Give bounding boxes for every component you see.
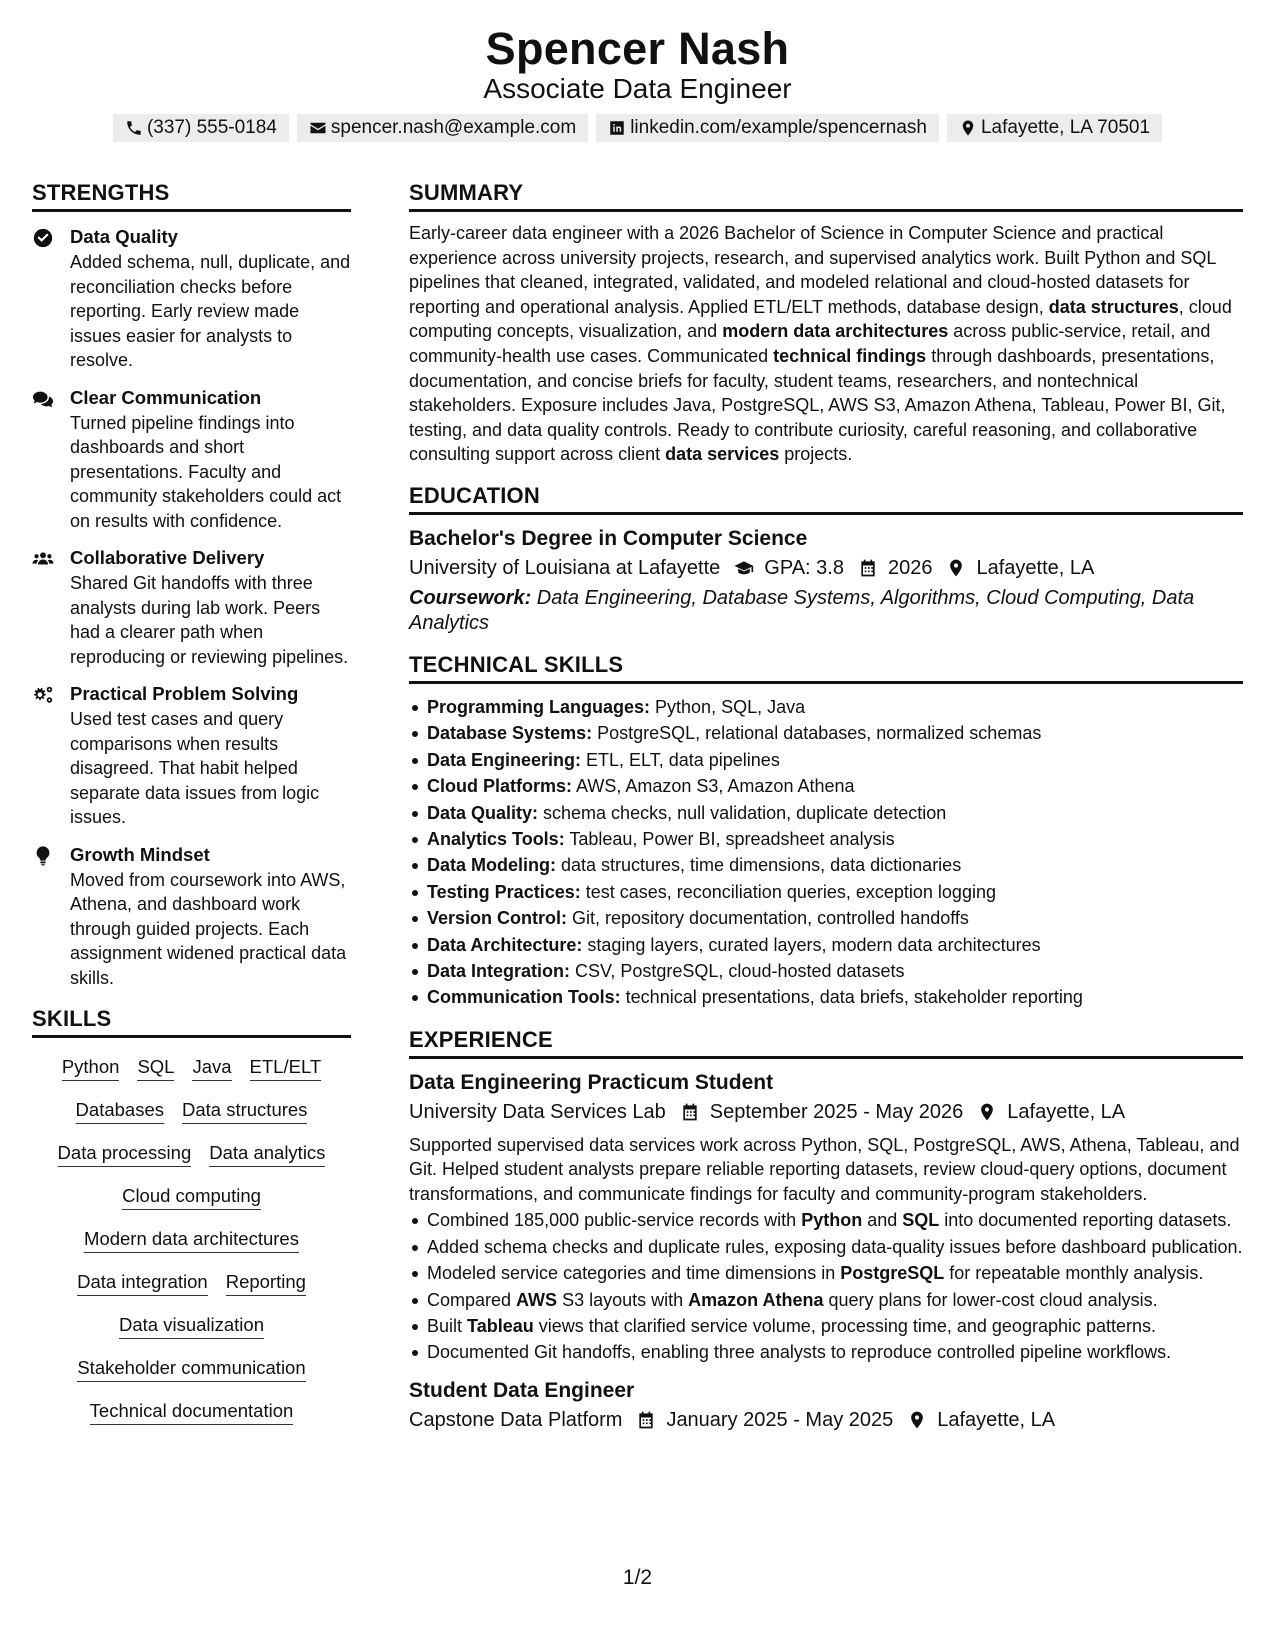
skill-tag: Data integration	[77, 1269, 208, 1296]
strength-title: Data Quality	[70, 226, 178, 247]
strength-item	[32, 545, 351, 669]
skill-values: ETL, ELT, data pipelines	[581, 749, 780, 770]
job-bullet	[409, 1235, 1243, 1259]
users-icon	[32, 548, 54, 570]
skill-tag: SQL	[137, 1054, 174, 1081]
check-circle-icon	[32, 227, 54, 249]
strength-desc: Shared Git handoffs with three analysts during lab work. Peers had a clearer path when reproducing or reviewing pipelines.	[70, 573, 349, 667]
skill-values: Python, SQL, Java	[650, 696, 806, 717]
summary-text	[409, 221, 1243, 467]
technical-skill-item	[409, 694, 1243, 720]
comments-icon	[32, 388, 54, 410]
skill-tag: Modern data architectures	[84, 1226, 299, 1253]
skill-category: Data Modeling:	[427, 855, 556, 876]
bold-text: PostgreSQL	[840, 1263, 945, 1284]
skill-category: Analytics Tools:	[427, 828, 565, 849]
technical-skill-item	[409, 747, 1243, 773]
text-run: Early-career data engineer with a 2026 Bachelor of Science in Computer Science and practical experience across university projects, research, and supervised analytics work. Built Python and SQL pipelines that cleaned, integrated, validated, and modeled relational and cloud-hosted datasets for reporting and operational analysis. Applied ETL/ELT methods, database design,	[409, 223, 1216, 317]
strength-desc: Moved from coursework into AWS, Athena, and dashboard work through guided projects. Each assignment widened practical data skills.	[70, 869, 347, 988]
skill-category: Data Architecture:	[427, 934, 583, 955]
envelope-icon	[309, 119, 327, 137]
school-location: Lafayette, LA	[976, 556, 1095, 579]
skill-category: Data Integration:	[427, 961, 571, 981]
education-meta	[409, 553, 1243, 583]
text-run: projects.	[779, 444, 853, 465]
text-run: across public-service, retail, and community-health use cases. Communicated	[409, 321, 1211, 366]
technical-skill-item	[409, 720, 1243, 746]
technical-skills-heading: TECHNICAL SKILLS	[409, 650, 1243, 684]
contact-location	[947, 114, 1162, 142]
text-run: Compared	[427, 1289, 517, 1310]
skill-tag: Java	[192, 1054, 231, 1081]
graduation-cap-icon	[734, 558, 754, 578]
strength-title: Growth Mindset	[70, 843, 210, 865]
job-location: Lafayette, LA	[937, 1408, 1056, 1431]
skill-values: AWS, Amazon S3, Amazon Athena	[572, 776, 855, 797]
strengths-list	[32, 224, 351, 990]
location-text: Lafayette, LA 70501	[980, 117, 1151, 138]
job-org: University Data Services Lab	[409, 1100, 666, 1123]
school-name: University of Louisiana at Lafayette	[409, 556, 721, 579]
strength-item	[32, 224, 351, 373]
text-run: query plans for lower-cost cloud analysis.	[823, 1289, 1158, 1310]
email-text: spencer.nash@example.com	[330, 117, 577, 138]
job-bullet	[409, 1288, 1243, 1312]
text-run: , cloud computing concepts, visualization, and	[409, 296, 1232, 342]
contact-phone[interactable]	[113, 114, 289, 142]
text-run: Combined 185,000 public-service records with	[427, 1210, 802, 1231]
coursework-list: Data Engineering, Database Systems, Algorithms, Cloud Computing, Data Analytics	[409, 586, 1195, 634]
text-run: and	[862, 1210, 903, 1231]
skill-values: schema checks, null validation, duplicate detection	[538, 802, 947, 823]
coursework	[409, 586, 1243, 636]
job-bullets	[409, 1208, 1243, 1364]
map-pin-icon	[959, 119, 977, 137]
job-dates: January 2025 - May 2025	[666, 1408, 894, 1431]
text-run: Added schema checks and duplicate rules, exposing data-quality issues before dashboard publication.	[427, 1236, 1243, 1257]
job-meta	[409, 1405, 1243, 1435]
skill-tag: Data visualization	[119, 1312, 264, 1339]
skill-category: Data Engineering:	[427, 749, 582, 770]
technical-skill-item	[409, 958, 1243, 984]
job-dates: September 2025 - May 2026	[709, 1100, 964, 1123]
graduation-year: 2026	[887, 556, 933, 579]
job-org: Capstone Data Platform	[409, 1408, 623, 1431]
technical-skill-item	[409, 826, 1243, 852]
technical-skill-item	[409, 852, 1243, 878]
text-run: views that clarified service volume, processing time, and geographic patterns.	[533, 1315, 1157, 1336]
technical-skill-item	[409, 905, 1243, 931]
skill-values: Git, repository documentation, controlled handoffs	[567, 908, 969, 929]
skill-values: staging layers, curated layers, modern data architectures	[582, 934, 1041, 955]
map-pin-icon	[907, 1410, 927, 1430]
left-column	[32, 178, 351, 1425]
text-run: Modeled service categories and time dimensions in	[427, 1263, 841, 1284]
strength-desc: Used test cases and query comparisons when results disagreed. That habit helped separate data issues from logic issues.	[70, 709, 320, 827]
bold-text: data services	[665, 444, 780, 465]
linkedin-icon	[608, 119, 626, 137]
skill-tag: Python	[62, 1054, 120, 1081]
education-heading: EDUCATION	[409, 481, 1243, 515]
experience-heading: EXPERIENCE	[409, 1025, 1243, 1059]
text-run: for repeatable monthly analysis.	[944, 1263, 1204, 1284]
linkedin-text: linkedin.com/example/spencernash	[630, 117, 927, 138]
technical-skills-list	[409, 694, 1243, 1011]
bold-text: modern data architectures	[722, 321, 949, 342]
technical-skill-item	[409, 773, 1243, 799]
job-bullet	[409, 1314, 1243, 1338]
skill-category: Version Control:	[427, 908, 568, 929]
technical-skill-item	[409, 800, 1243, 826]
job-bullet	[409, 1340, 1243, 1364]
strength-item	[32, 681, 351, 830]
strength-item	[32, 842, 351, 991]
skill-tag: Data processing	[58, 1140, 192, 1167]
job-bullet	[409, 1208, 1243, 1232]
contact-email[interactable]	[297, 114, 588, 142]
skill-values: PostgreSQL, relational databases, normalized schemas	[592, 723, 1042, 744]
skill-values: Tableau, Power BI, spreadsheet analysis	[564, 828, 895, 849]
job-title: Data Engineering Practicum Student	[409, 1070, 774, 1094]
skill-tag: Data structures	[182, 1097, 307, 1124]
skill-tag: Stakeholder communication	[77, 1355, 305, 1382]
right-column	[409, 178, 1243, 1435]
skill-category: Cloud Platforms:	[427, 776, 573, 797]
text-run: Built	[427, 1315, 468, 1336]
strength-title: Collaborative Delivery	[70, 547, 265, 568]
gpa-text: GPA: 3.8	[764, 556, 844, 579]
coursework-label: Coursework:	[409, 586, 532, 609]
bold-text: Amazon Athena	[688, 1289, 824, 1310]
technical-skill-item	[409, 932, 1243, 958]
job-bullet	[409, 1261, 1243, 1285]
summary-heading: SUMMARY	[409, 178, 1243, 212]
bold-text: data structures	[1048, 296, 1179, 317]
contact-bar	[0, 114, 1275, 142]
job-description: Supported supervised data services work across Python, SQL, PostgreSQL, AWS, Athena, Tableau, and Git. Helped student analysts prepare reliable reporting datasets, review cloud-query options, document transformations, and communicate findings for faculty and community-program stakeholders.	[409, 1134, 1240, 1204]
technical-skill-item	[409, 984, 1243, 1010]
candidate-name: Spencer Nash	[485, 23, 790, 74]
strengths-heading: STRENGTHS	[32, 178, 351, 212]
job-location: Lafayette, LA	[1007, 1100, 1126, 1123]
technical-skill-item	[409, 879, 1243, 905]
bold-text: technical findings	[773, 345, 927, 366]
candidate-title: Associate Data Engineer	[483, 73, 792, 104]
text-run: through dashboards, presentations, documentation, and concise briefs for faculty, student teams, researchers, and nontechnical stakeholders. Exposure includes Java, PostgreSQL, AWS S3, Amazon Athena, Tableau, Power BI, Git, testing, and data quality controls. Ready to contribute curiosity, careful reasoning, and collaborative consulting support across client	[409, 345, 1226, 465]
strength-title: Practical Problem Solving	[70, 683, 299, 704]
skill-tag: Data analytics	[209, 1140, 325, 1167]
skill-tag: Cloud computing	[122, 1183, 261, 1210]
skill-category: Database Systems:	[427, 723, 593, 744]
skill-tag: Technical documentation	[90, 1398, 294, 1425]
map-pin-icon	[977, 1102, 997, 1122]
skill-tag: ETL/ELT	[250, 1054, 322, 1081]
calendar-icon	[858, 558, 878, 578]
phone-icon	[125, 119, 143, 137]
skill-values: data structures, time dimensions, data dictionaries	[556, 855, 962, 876]
map-pin-icon	[946, 558, 966, 578]
bold-text: Tableau	[467, 1315, 534, 1336]
skill-values: test cases, reconciliation queries, exception logging	[580, 881, 996, 902]
strength-title: Clear Communication	[70, 386, 262, 408]
gears-icon	[32, 684, 54, 706]
skill-tag: Databases	[76, 1097, 164, 1124]
contact-linkedin[interactable]	[596, 114, 939, 142]
strength-desc: Turned pipeline findings into dashboards and short presentations. Faculty and community stakeholders could act on results with confidence.	[70, 412, 342, 531]
skill-tag: Reporting	[226, 1269, 306, 1296]
skill-category: Communication Tools:	[427, 987, 621, 1008]
phone-text: (337) 555-0184	[146, 117, 277, 138]
bold-text: AWS	[516, 1289, 558, 1310]
strength-item	[32, 385, 351, 534]
skills-heading: SKILLS	[32, 1004, 351, 1038]
skills-tags	[32, 1054, 351, 1425]
lightbulb-icon	[32, 845, 54, 867]
bold-text: Python	[801, 1210, 863, 1231]
text-run: S3 layouts with	[557, 1289, 689, 1310]
skill-category: Programming Languages:	[427, 696, 651, 717]
calendar-icon	[636, 1410, 656, 1430]
calendar-icon	[680, 1102, 700, 1122]
skill-category: Data Quality:	[427, 802, 539, 823]
skill-category: Testing Practices:	[427, 881, 581, 902]
skill-values: CSV, PostgreSQL, cloud-hosted datasets	[570, 961, 905, 981]
degree-title: Bachelor's Degree in Computer Science	[409, 526, 808, 550]
text-run: Documented Git handoffs, enabling three analysts to reproduce controlled pipeline workflows.	[427, 1342, 1172, 1363]
text-run: into documented reporting datasets.	[939, 1210, 1232, 1231]
job-meta	[409, 1097, 1243, 1127]
job-title: Student Data Engineer	[409, 1378, 635, 1402]
bold-text: SQL	[902, 1210, 940, 1231]
page-number: 1/2	[622, 1566, 653, 1589]
skill-values: technical presentations, data briefs, stakeholder reporting	[620, 987, 1083, 1008]
strength-desc: Added schema, null, duplicate, and reconciliation checks before reporting. Early review made issues easier for analysts to resolve.	[70, 252, 351, 370]
